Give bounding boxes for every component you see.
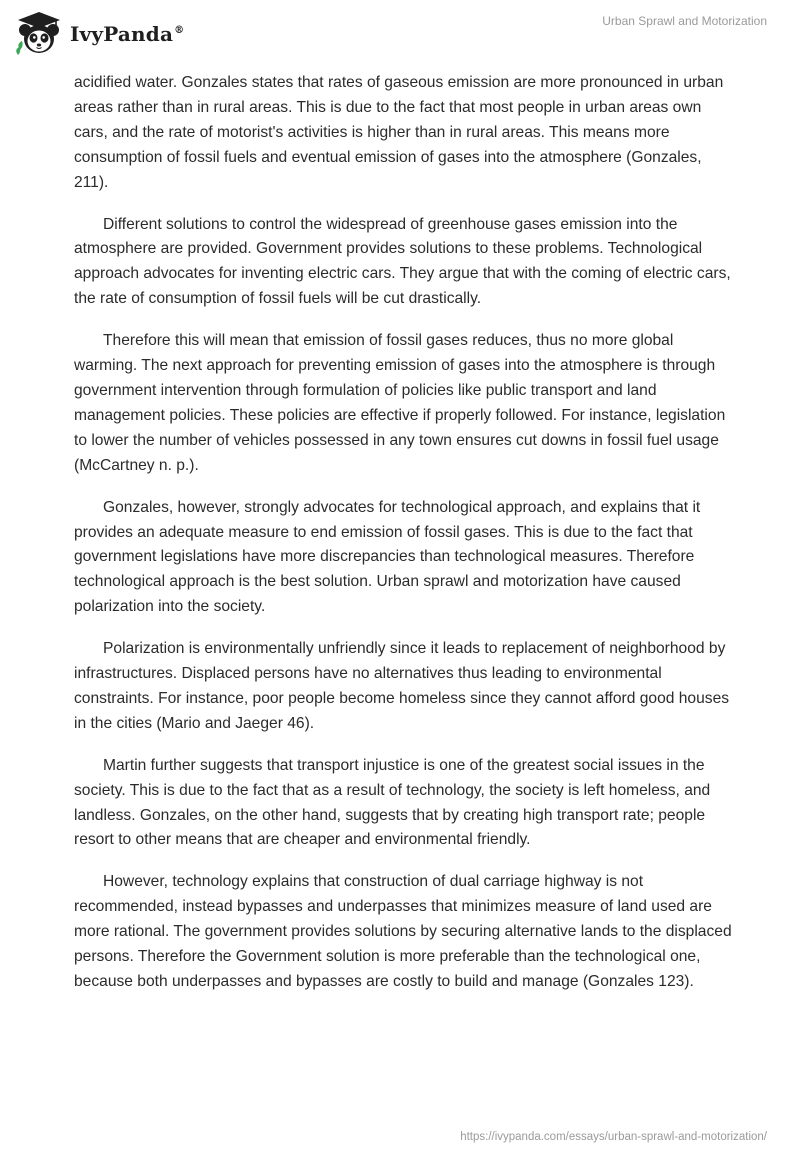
logo-text: [70, 22, 184, 46]
paragraph: Polarization is environmentally unfriendly since it leads to replacement of neighborhood by infrastructures. Displaced persons have no alternatives thus leading to environmental constraints. For instance, poor people become homeless since they cannot afford good houses in the cities (Mario and Jaeger 46).: [74, 640, 730, 732]
paragraph: Different solutions to control the widespread of greenhouse gases emission into the atmosphere are provided. Government provides solutions to these problems. Technological approach advocates for inventing electric cars. They argue that with the coming of electric cars, the rate of consumption of fossil fuels will be cut drastically.: [74, 215, 731, 308]
ivypanda-logo[interactable]: [14, 8, 184, 58]
paragraph: acidified water. Gonzales states that rates of gaseous emission are more pronounced in urban areas rather than in rural areas. This is due to the fact that most people in urban areas own cars, and the rate of motorist's activities is higher than in rural areas. This means more consumption of fossil fuels and eventual emission of gases into the atmosphere (Gonzales, 211).: [74, 74, 724, 191]
paragraph: However, technology explains that construction of dual carriage highway is not recommended, instead bypasses and underpasses that minimizes measure of land used are more rational. The government provides solutions by securing alternative lands to the displaced persons. Therefore the Government solution is more preferable than the technological one, because both underpasses and bypasses are costly to build and manage (Gonzales 123).: [74, 873, 732, 990]
registered-mark: ®: [174, 25, 185, 37]
paragraph: Therefore this will mean that emission of fossil gases reduces, thus no more global warming. The next approach for preventing emission of gases into the atmosphere is through government intervention through formulation of policies like public transport and land management policies. These policies are effective if properly followed. For instance, legislation to lower the number of vehicles possessed in any town ensures cut downs in fossil fuel usage (McCartney n. p.).: [74, 332, 726, 474]
source-url[interactable]: https://ivypanda.com/essays/urban-sprawl-and-motorization/: [460, 1131, 767, 1143]
logo-name: IvyPanda: [70, 22, 174, 46]
document-title: Urban Sprawl and Motorization: [602, 14, 767, 28]
essay-body: [74, 71, 734, 1012]
panda-graduate-icon: [14, 8, 64, 58]
paragraph: Martin further suggests that transport injustice is one of the greatest social issues in the society. This is due to the fact that as a result of technology, the society is left homeless, and landless. Gonzales, on the other hand, suggests that by creating high transport rate; people resort to other means that are cheaper and environmental friendly.: [74, 756, 711, 849]
paragraph: Gonzales, however, strongly advocates for technological approach, and explains that it provides an adequate measure to end emission of fossil gases. This is due to the fact that government legislations have more discrepancies than technological measures. Therefore technological approach is the best solution. Urban sprawl and motorization have caused polarization into the society.: [74, 498, 701, 616]
page-header: [0, 0, 800, 72]
